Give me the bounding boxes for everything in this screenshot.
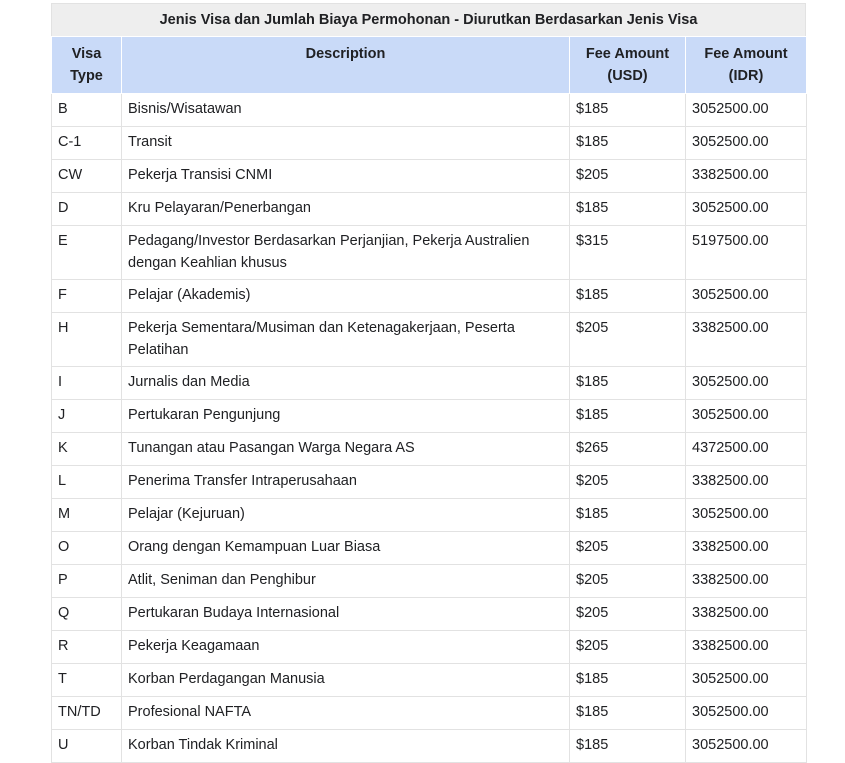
cell-visa-type: D [52,193,122,226]
cell-description: Pekerja Sementara/Musiman dan Ketenagakerjaan, Peserta Pelatihan [122,313,570,367]
cell-visa-type: L [52,466,122,499]
cell-visa-type: F [52,280,122,313]
cell-fee-idr: 3052500.00 [686,730,807,763]
table-row [52,226,807,280]
cell-fee-usd: $185 [570,193,686,226]
cell-visa-type: E [52,226,122,280]
cell-visa-type: B [52,94,122,127]
cell-description: Korban Tindak Kriminal [122,730,570,763]
header-description: Description [122,37,570,94]
table-row [52,565,807,598]
cell-visa-type: R [52,631,122,664]
cell-fee-idr: 3382500.00 [686,631,807,664]
cell-fee-idr: 3382500.00 [686,532,807,565]
table-row [52,532,807,565]
cell-fee-idr: 3382500.00 [686,313,807,367]
cell-fee-usd: $205 [570,160,686,193]
table-header-row [52,37,807,94]
table-row [52,598,807,631]
cell-description: Pertukaran Budaya Internasional [122,598,570,631]
cell-description: Profesional NAFTA [122,697,570,730]
cell-fee-idr: 3052500.00 [686,193,807,226]
visa-fee-table-container [51,3,806,763]
table-row [52,280,807,313]
cell-fee-idr: 3382500.00 [686,160,807,193]
cell-fee-usd: $205 [570,598,686,631]
table-row [52,313,807,367]
cell-description: Pekerja Keagamaan [122,631,570,664]
cell-visa-type: U [52,730,122,763]
cell-fee-usd: $205 [570,532,686,565]
header-fee-idr: Fee Amount (IDR) [686,37,807,94]
cell-visa-type: P [52,565,122,598]
table-row [52,127,807,160]
cell-fee-idr: 4372500.00 [686,433,807,466]
cell-description: Pedagang/Investor Berdasarkan Perjanjian, Pekerja Australien dengan Keahlian khusus [122,226,570,280]
table-row [52,631,807,664]
table-row [52,193,807,226]
cell-description: Transit [122,127,570,160]
cell-fee-usd: $265 [570,433,686,466]
cell-visa-type: K [52,433,122,466]
cell-fee-idr: 3052500.00 [686,697,807,730]
cell-fee-usd: $185 [570,400,686,433]
cell-description: Pelajar (Kejuruan) [122,499,570,532]
table-row [52,697,807,730]
table-row [52,94,807,127]
cell-fee-idr: 3052500.00 [686,499,807,532]
cell-fee-usd: $205 [570,631,686,664]
cell-visa-type: J [52,400,122,433]
cell-description: Pelajar (Akademis) [122,280,570,313]
cell-visa-type: C-1 [52,127,122,160]
cell-fee-idr: 3382500.00 [686,565,807,598]
table-row [52,160,807,193]
cell-visa-type: TN/TD [52,697,122,730]
header-fee-usd: Fee Amount (USD) [570,37,686,94]
cell-visa-type: CW [52,160,122,193]
cell-visa-type: T [52,664,122,697]
cell-description: Pertukaran Pengunjung [122,400,570,433]
cell-fee-idr: 3382500.00 [686,598,807,631]
cell-description: Kru Pelayaran/Penerbangan [122,193,570,226]
cell-visa-type: Q [52,598,122,631]
cell-description: Bisnis/Wisatawan [122,94,570,127]
cell-fee-usd: $185 [570,367,686,400]
cell-fee-usd: $205 [570,313,686,367]
table-row [52,499,807,532]
cell-fee-usd: $185 [570,94,686,127]
table-row [52,400,807,433]
cell-fee-usd: $185 [570,697,686,730]
table-caption: Jenis Visa dan Jumlah Biaya Permohonan - Diurutkan Berdasarkan Jenis Visa [51,3,806,36]
cell-fee-usd: $315 [570,226,686,280]
cell-fee-idr: 3052500.00 [686,127,807,160]
header-visa-type: Visa Type [52,37,122,94]
cell-description: Orang dengan Kemampuan Luar Biasa [122,532,570,565]
cell-fee-idr: 5197500.00 [686,226,807,280]
cell-visa-type: M [52,499,122,532]
cell-description: Pekerja Transisi CNMI [122,160,570,193]
cell-fee-usd: $185 [570,499,686,532]
cell-fee-usd: $205 [570,565,686,598]
table-row [52,466,807,499]
cell-visa-type: H [52,313,122,367]
cell-fee-idr: 3052500.00 [686,94,807,127]
table-row [52,433,807,466]
cell-description: Tunangan atau Pasangan Warga Negara AS [122,433,570,466]
cell-description: Korban Perdagangan Manusia [122,664,570,697]
table-row [52,367,807,400]
cell-fee-usd: $185 [570,730,686,763]
cell-fee-idr: 3052500.00 [686,664,807,697]
visa-fee-table [51,36,807,763]
cell-fee-usd: $185 [570,280,686,313]
cell-description: Penerima Transfer Intraperusahaan [122,466,570,499]
cell-fee-idr: 3382500.00 [686,466,807,499]
cell-fee-usd: $185 [570,664,686,697]
table-body [52,94,807,763]
table-row [52,664,807,697]
cell-description: Atlit, Seniman dan Penghibur [122,565,570,598]
cell-fee-idr: 3052500.00 [686,367,807,400]
cell-visa-type: O [52,532,122,565]
cell-fee-usd: $185 [570,127,686,160]
cell-description: Jurnalis dan Media [122,367,570,400]
cell-fee-usd: $205 [570,466,686,499]
cell-fee-idr: 3052500.00 [686,280,807,313]
cell-visa-type: I [52,367,122,400]
table-row [52,730,807,763]
cell-fee-idr: 3052500.00 [686,400,807,433]
